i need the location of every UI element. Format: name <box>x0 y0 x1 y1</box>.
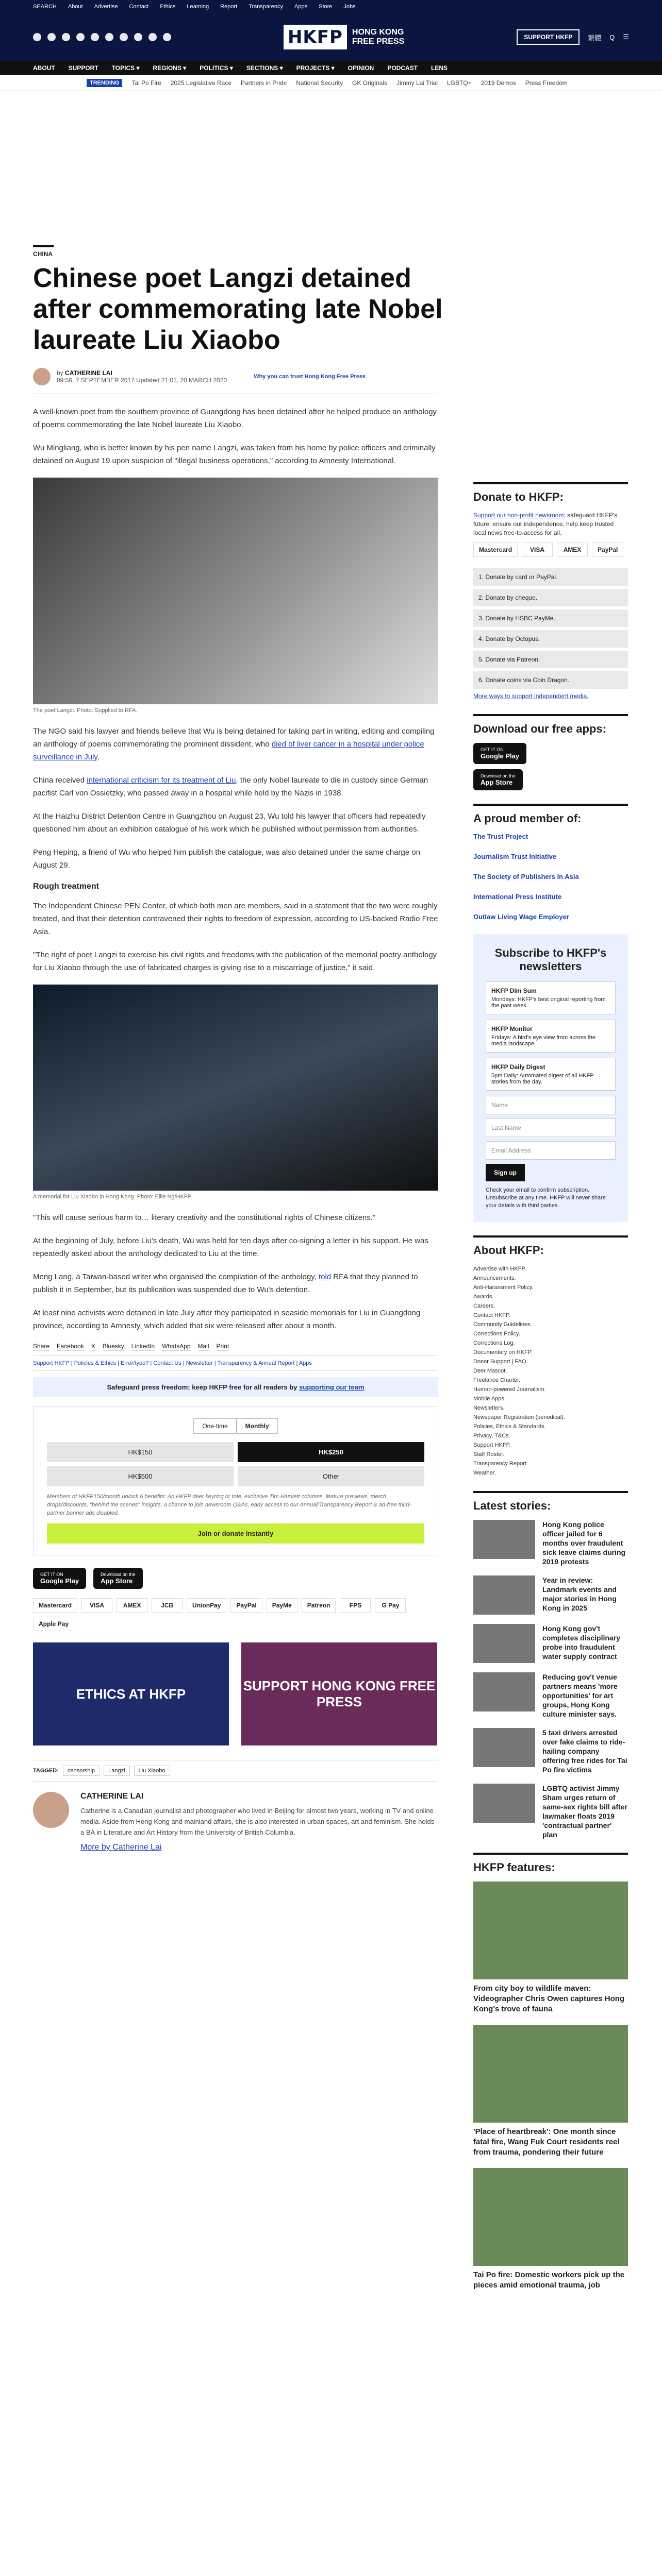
payment-logo: Apple Pay <box>33 1617 74 1631</box>
about-link[interactable]: Advertise with HKFP. <box>473 1266 526 1272</box>
author-bio: Catherine is a Canadian journalist and photographer who lived in Beijing for almost two years, working in TV and online media. Aside from Hong Kong and mainland affairs, she is also interested in urban spaces, art and feminism. She holds a BA in Literature and Art History from the University of British Columbia. <box>80 1807 435 1836</box>
sidebar-payment-logos <box>473 543 628 557</box>
member-logo[interactable]: Journalism Trust Initiative <box>473 853 557 860</box>
more-ways-link[interactable]: More ways to support independent media. <box>473 692 589 700</box>
tag[interactable]: Liu Xiaobo <box>134 1766 170 1776</box>
safeguard-banner <box>33 1377 438 1397</box>
payment-logo: G Pay <box>375 1598 406 1613</box>
article-dates: 09:56, 7 SEPTEMBER 2017 Updated 21:01, 20 MARCH 2020 <box>57 377 227 384</box>
about-link[interactable]: Corrections Log. <box>473 1340 515 1346</box>
nav-item[interactable]: PROJECTS ▾ <box>296 64 335 72</box>
subheading: Rough treatment <box>33 882 99 891</box>
author-avatar <box>33 368 51 385</box>
app-store-badge[interactable] <box>93 1568 143 1589</box>
menu-icon[interactable]: ☰ <box>623 33 629 41</box>
payment-logo: PayPal <box>592 543 623 557</box>
payment-logo: AMEX <box>117 1598 147 1613</box>
story-title[interactable]: Hong Kong gov't completes disciplinary probe into fraudulent water supply contract <box>542 1624 620 1660</box>
story-thumbnail <box>473 1520 535 1559</box>
feature-thumbnail <box>473 2168 628 2266</box>
latest-widget <box>473 1491 628 1839</box>
article-category[interactable]: CHINA <box>33 245 54 258</box>
badge-small: GET IT ON <box>40 1572 63 1577</box>
nav-item[interactable]: SUPPORT <box>68 64 98 72</box>
about-link[interactable]: Staff Roster. <box>473 1451 505 1458</box>
trending-link[interactable]: National Security <box>296 79 343 87</box>
about-link[interactable]: Weather. <box>473 1470 496 1476</box>
story-thumbnail <box>473 1672 535 1711</box>
share-button[interactable]: Share <box>33 1343 50 1350</box>
monthly-option[interactable]: Monthly <box>237 1418 278 1434</box>
text: Meng Lang, a Taiwan-based writer who organised the compilation of the anthology, <box>33 1273 319 1281</box>
latest-story[interactable] <box>473 1784 628 1839</box>
about-link[interactable]: Announcements. <box>473 1275 516 1281</box>
support-banner[interactable]: SUPPORT HONG KONG FREE PRESS <box>241 1642 437 1745</box>
share-button[interactable]: X <box>91 1343 95 1350</box>
promo-banners <box>33 1642 438 1745</box>
support-links[interactable]: Support HKFP | Policies & Ethics | Error/typo? | Contact Us | Newsletter | Transparency & Annual Report | Apps <box>33 1355 438 1371</box>
trending-link[interactable]: 2025 Legislative Race <box>170 79 231 87</box>
utility-link[interactable]: SEARCH <box>33 4 57 10</box>
nav-item[interactable]: ABOUT <box>33 64 55 72</box>
paragraph: At least nine activists were detained in late July after they participated in seaside memorials for Liu in Guangdong province, according to Amnesty, which added that six were released after about a month. <box>33 1309 421 1330</box>
author-photo <box>33 1792 69 1828</box>
x-icon[interactable] <box>47 33 56 41</box>
ethics-banner[interactable]: ETHICS AT HKFP <box>33 1642 229 1745</box>
byline-text <box>57 369 227 384</box>
utility-link[interactable]: Transparency <box>249 4 284 10</box>
share-bar <box>33 1343 438 1350</box>
by-label: by <box>57 369 63 377</box>
about-link[interactable]: Community Guidelines. <box>473 1321 532 1328</box>
donate-widget <box>473 482 628 701</box>
newsletter-widget <box>473 934 628 1222</box>
trending-link[interactable]: Tai Po Fire <box>131 79 161 87</box>
member-logo[interactable]: Outlaw Living Wage Employer <box>473 913 569 921</box>
feature-title[interactable]: Tai Po fire: Domestic workers pick up the pieces amid emotional trauma, job <box>473 2270 625 2290</box>
byline <box>33 368 438 394</box>
paragraph: Peng Heping, a friend of Wu who helped him publish the catalogue, was also detained under the same charge on August 29. <box>33 848 421 870</box>
utility-link[interactable]: Ethics <box>160 4 176 10</box>
paragraph: "This will cause serious harm to… literary creativity and the constitutional rights of Chinese citizens." <box>33 1213 376 1222</box>
sign-up-button[interactable]: Sign up <box>486 1164 525 1181</box>
share-button[interactable]: Print <box>216 1343 229 1350</box>
header-actions <box>517 29 629 45</box>
photo-caption: The poet Langzi. Photo: Supplied to RFA. <box>33 707 138 714</box>
donate-method[interactable]: 1. Donate by card or PayPal. <box>473 568 628 586</box>
about-link[interactable]: Documentary on HKFP. <box>473 1349 533 1355</box>
trending-link[interactable]: GK Originals <box>352 79 388 87</box>
linkedin-icon[interactable] <box>134 33 142 41</box>
text: ; safeguard HKFP's future, ensure our independence, help keep trusted local news free-to-access for all. <box>473 512 618 536</box>
option-title: HKFP Daily Digest <box>491 1063 545 1071</box>
inline-link[interactable]: international criticism for its treatment of Liu <box>87 776 236 785</box>
last-name-input[interactable]: Last Name <box>486 1118 616 1137</box>
utility-link[interactable]: Learning <box>187 4 209 10</box>
member-logos <box>473 833 628 921</box>
about-link[interactable]: Privacy, T&Cs. <box>473 1433 510 1439</box>
nav-item[interactable]: TOPICS ▾ <box>111 64 140 72</box>
app-badges <box>33 1568 438 1589</box>
about-link[interactable]: Mobile Apps. <box>473 1396 506 1402</box>
app-store-badge[interactable] <box>473 769 523 790</box>
share-button[interactable]: Facebook <box>57 1343 84 1350</box>
paragraph: At the beginning of July, before Liu's death, Wu was held for ten days after co-signing a letter in his support. He was repeatedly asked about the anthology dedicated to Liu at the time. <box>33 1236 428 1258</box>
text: RFA that they planned to publish it in September, but its publication was suspended due to Wu's detention. <box>33 1273 418 1294</box>
about-link[interactable]: Careers. <box>473 1303 495 1309</box>
donate-method[interactable]: 2. Donate by cheque. <box>473 589 628 606</box>
search-icon[interactable]: Q <box>609 33 615 41</box>
paragraph: A well-known poet from the southern province of Guangdong has been detained after he helped produce an anthology of poems commemorating the late Nobel laureate Liu Xiaobo. <box>33 408 437 429</box>
about-link[interactable]: Contact HKFP. <box>473 1312 510 1318</box>
widget-title: Donate to HKFP: <box>473 482 628 504</box>
apps-widget <box>473 714 628 790</box>
logo-text <box>352 28 404 46</box>
utility-bar <box>0 0 662 13</box>
newsletter-title: Subscribe to HKFP's newsletters <box>494 946 607 973</box>
paragraph: "The right of poet Langzi to exercise his civil rights and freedoms with the publication of the memorial poetry anthology for Liu Xiaobo through the use of fabricated charges is giving rise to a miscarriage of justice," it said. <box>33 951 437 972</box>
language-switch[interactable]: 繁體 <box>588 33 602 42</box>
story-title[interactable]: Year in review: Landmark events and major stories in Hong Kong in 2025 <box>542 1576 617 1612</box>
paragraph: The Independent Chinese PEN Center, of which both men are members, said in a statement that the two were roughly treated, and that their detention contravened their rights to freedom of expression, according to US-backed Radio Free Asia. <box>33 902 438 936</box>
article <box>33 245 443 1852</box>
about-widget <box>473 1235 628 1478</box>
article-title: Chinese poet Langzi detained after commemorating late Nobel laureate Liu Xiaobo <box>33 263 443 355</box>
feature-story[interactable] <box>473 2025 628 2158</box>
amount-options <box>47 1442 424 1486</box>
author-name[interactable]: CATHERINE LAI <box>80 1792 144 1801</box>
join-button[interactable]: Join or donate instantly <box>47 1523 424 1544</box>
latest-story[interactable] <box>473 1672 628 1719</box>
support-link[interactable]: Support our non-profit newsroom <box>473 512 564 519</box>
about-link[interactable]: Deer Mascot. <box>473 1368 507 1374</box>
text: The NGO said his lawyer and friends believe that Wu is being detained for taking part in writing, editing and compiling an anthology of poems commemorating the prominent dissident, who <box>33 727 435 749</box>
memorial-photo <box>33 985 438 1191</box>
author-link[interactable]: CATHERINE LAI <box>65 369 112 377</box>
latest-story[interactable] <box>473 1624 628 1663</box>
paragraph <box>33 725 438 764</box>
share-button[interactable]: Bluesky <box>102 1343 124 1350</box>
payment-logo: PayMe <box>267 1598 297 1613</box>
nav-item[interactable]: REGIONS ▾ <box>153 64 187 72</box>
about-links <box>473 1264 628 1478</box>
feature-title[interactable]: From city boy to wildlife maven: Videographer Chris Owen captures Hong Kong's trove of fauna <box>473 1984 625 2013</box>
feature-thumbnail <box>473 1882 628 1979</box>
member-logo[interactable]: The Trust Project <box>473 833 528 840</box>
member-widget <box>473 804 628 921</box>
nav-item[interactable]: OPINION <box>347 64 374 72</box>
tag[interactable]: Langzi <box>104 1766 129 1776</box>
trending-label: TRENDING <box>87 79 122 87</box>
option-desc: 5pm Daily: Automated digest of all HKFP stories from the day. <box>491 1073 594 1085</box>
amount-option[interactable]: HK$150 <box>47 1442 234 1462</box>
payment-logo: UnionPay <box>187 1598 226 1613</box>
latest-story[interactable] <box>473 1728 628 1774</box>
sidebar <box>473 482 628 2304</box>
payment-logo: VISA <box>522 543 553 557</box>
option-title: HKFP Monitor <box>491 1025 533 1032</box>
mastodon-icon[interactable] <box>91 33 99 41</box>
about-link[interactable]: Newspaper Registration (periodical). <box>473 1414 565 1420</box>
story-title[interactable]: 5 taxi drivers arrested over fake claims to ride-hailing company offering free rides for Tai Po fire victims <box>542 1728 627 1774</box>
newsletter-option[interactable] <box>486 1020 616 1053</box>
author-box <box>33 1792 438 1852</box>
newsletter-option[interactable] <box>486 981 616 1014</box>
latest-story[interactable] <box>473 1575 628 1615</box>
donate-method[interactable]: 5. Donate via Patreon. <box>473 651 628 668</box>
badge-small: GET IT ON <box>481 747 504 752</box>
nav-item[interactable]: SECTIONS ▾ <box>246 64 283 72</box>
about-link[interactable]: Policies, Ethics & Standards. <box>473 1423 546 1430</box>
badge-label: Google Play <box>40 1577 79 1585</box>
badge-label: App Store <box>101 1577 133 1585</box>
features-widget <box>473 1853 628 2291</box>
whatsapp-icon[interactable] <box>163 33 171 41</box>
option-title: HKFP Dim Sum <box>491 987 537 994</box>
inline-link[interactable]: told <box>318 1273 332 1281</box>
trending-link[interactable]: Partners in Pride <box>240 79 287 87</box>
feature-story[interactable] <box>473 2168 628 2291</box>
latest-stories <box>473 1520 628 1839</box>
google-play-badge[interactable] <box>33 1568 86 1589</box>
donate-text <box>473 511 628 537</box>
threads-icon[interactable] <box>76 33 85 41</box>
widget-title: HKFP features: <box>473 1853 628 1874</box>
site-logo[interactable] <box>284 25 404 49</box>
utility-link[interactable]: Store <box>319 4 333 10</box>
tag[interactable]: censorship <box>63 1766 100 1776</box>
about-link[interactable]: Anti-Harassment Policy. <box>473 1284 534 1291</box>
google-play-badge[interactable] <box>473 743 526 764</box>
latest-story[interactable] <box>473 1520 628 1566</box>
payment-logo: FPS <box>340 1598 371 1613</box>
widget-title: About HKFP: <box>473 1235 628 1257</box>
inline-link[interactable]: died of liver cancer in a hospital under police surveillance in July <box>33 740 424 761</box>
tags <box>33 1760 438 1782</box>
newsletter-note: Check your email to confirm subscription. Unsubscribe at any time. HKFP will never share your details with third parties. <box>486 1187 606 1209</box>
feature-thumbnail <box>473 2025 628 2123</box>
donate-method[interactable]: 3. Donate by HSBC PayMe. <box>473 609 628 627</box>
story-title[interactable]: Reducing gov't venue partners means 'more opportunities' for art groups, Hong Kong culture minister says. <box>542 1673 618 1718</box>
trending-link[interactable]: Jimmy Lai Trial <box>396 79 438 87</box>
about-link[interactable]: Donor Support | FAQ. <box>473 1359 528 1365</box>
support-team-link[interactable]: supporting our team <box>299 1383 365 1391</box>
option-desc: Fridays: A bird's eye view from across the media landscape. <box>491 1035 596 1047</box>
support-hkfp-button[interactable]: SUPPORT HKFP <box>517 29 580 45</box>
payment-logo: Patreon <box>302 1598 336 1613</box>
utility-link[interactable]: Apps <box>294 4 308 10</box>
amount-option[interactable]: HK$500 <box>47 1466 234 1486</box>
photo-caption: A memorial for Liu Xiaobo in Hong Kong. Photo: Ellie Ng/HKFP. <box>33 1194 192 1200</box>
facebook-icon[interactable] <box>33 33 41 41</box>
paragraph <box>33 774 438 800</box>
share-button[interactable]: LinkedIn <box>131 1343 155 1350</box>
member-logo[interactable]: The Society of Publishers in Asia <box>473 873 579 880</box>
logo-line-2: FREE PRESS <box>352 37 405 46</box>
widget-title: Latest stories: <box>473 1491 628 1513</box>
one-time-option[interactable]: One-time <box>193 1418 236 1434</box>
utility-link[interactable]: Jobs <box>343 4 356 10</box>
option-desc: Mondays: HKFP's best original reporting from the past week. <box>491 996 606 1009</box>
amount-option[interactable]: HK$250 <box>238 1442 424 1462</box>
utility-link[interactable]: Advertise <box>94 4 118 10</box>
langzi-photo <box>33 478 438 704</box>
donate-method[interactable]: 6. Donate coins via Coin Dragon. <box>473 671 628 689</box>
trending-bar <box>0 75 662 91</box>
story-title[interactable]: LGBTQ activist Jimmy Sham urges return of same-sex rights bill after lawmaker floats 2019 'contractual partner' plan <box>542 1784 627 1839</box>
name-input[interactable]: Name <box>486 1096 616 1114</box>
story-thumbnail <box>473 1575 535 1615</box>
more-by-author-link[interactable]: More by Catherine Lai <box>80 1843 162 1852</box>
payment-logo: Mastercard <box>473 543 518 557</box>
trending-link[interactable]: 2019 Demos <box>481 79 516 87</box>
social-links <box>33 33 171 41</box>
about-link[interactable]: Transparency Report. <box>473 1461 528 1467</box>
payment-methods <box>33 1598 438 1631</box>
email-input[interactable]: Email Address <box>486 1141 616 1160</box>
tags-label: TAGGED: <box>33 1768 59 1774</box>
payment-logo: JCB <box>152 1598 183 1613</box>
text: Safeguard press freedom; keep HKFP free for all readers by <box>107 1383 300 1391</box>
feature-story[interactable] <box>473 1882 628 2014</box>
nav-item[interactable]: LENS <box>431 64 448 72</box>
about-link[interactable]: Newsletters. <box>473 1405 505 1411</box>
about-link[interactable]: Human-powered Journalism. <box>473 1386 546 1393</box>
utility-link[interactable]: About <box>68 4 83 10</box>
trending-link[interactable]: Press Freedom <box>525 79 568 87</box>
story-thumbnail <box>473 1728 535 1767</box>
about-link[interactable]: Freelance Charter. <box>473 1377 521 1383</box>
about-link[interactable]: Awards. <box>473 1294 494 1300</box>
newsletter-option[interactable] <box>486 1058 616 1091</box>
member-benefits: Members of HKFP150/month unlock 6 benefits: An HKFP deer keyring or tote, exclusive Tim Hamlett columns, feature previews, merch drops/discounts, "behind the scenes" insights, a chance to join newsroom Q&As, early access to our Annual/Transparency Report & ad-free third-partner banner ads disabled. <box>47 1494 411 1516</box>
tiktok-icon[interactable] <box>120 33 128 41</box>
share-button[interactable]: WhatsApp <box>162 1343 191 1350</box>
badge-label: Google Play <box>481 752 520 760</box>
utility-link[interactable]: Contact <box>129 4 149 10</box>
trending-link[interactable]: LGBTQ+ <box>447 79 472 87</box>
newsletter-options <box>486 981 616 1091</box>
about-link[interactable]: Support HKFP. <box>473 1442 511 1448</box>
youtube-icon[interactable] <box>105 33 113 41</box>
payment-logo: VISA <box>81 1598 112 1613</box>
story-thumbnail <box>473 1784 535 1823</box>
payment-logo: Mastercard <box>33 1598 77 1613</box>
paragraph: Wu Mingliang, who is better known by his pen name Langzi, was taken from his home by police officers and criminally detained on August 19 upon suspicion of "illegal business operations," according to Amnesty International. <box>33 444 436 465</box>
payment-logo: AMEX <box>557 543 588 557</box>
donate-method[interactable]: 4. Donate by Octopus. <box>473 630 628 648</box>
story-title[interactable]: Hong Kong police officer jailed for 6 months over fraudulent sick leave claims during 2019 protests <box>542 1520 626 1566</box>
feature-title[interactable]: 'Place of heartbreak': One month since fatal fire, Wang Fuk Court residents reel from trauma, pondering their future <box>473 2127 620 2157</box>
amount-option-other[interactable]: Other <box>238 1466 424 1486</box>
badge-small: Download on the <box>101 1572 136 1577</box>
text: . <box>97 753 100 761</box>
widget-title: A proud member of: <box>473 804 628 825</box>
frequency-toggle <box>47 1418 424 1434</box>
paragraph: At the Haizhu District Detention Centre in Guangzhou on August 23, Wu told his lawyer that officers had repeatedly questioned him about an exhibition catalogue of his work which he published without permission from authorities. <box>33 812 426 834</box>
member-logo[interactable]: International Press Institute <box>473 893 562 901</box>
logo-mark: HKFP <box>284 25 347 49</box>
nav-item[interactable]: PODCAST <box>387 64 418 72</box>
trust-link[interactable]: Why you can trust Hong Kong Free Press <box>254 374 366 380</box>
story-thumbnail <box>473 1624 535 1663</box>
share-button[interactable]: Mail <box>197 1343 209 1350</box>
donation-widget <box>33 1406 438 1555</box>
main-nav <box>0 61 662 75</box>
nav-item[interactable]: POLITICS ▾ <box>200 64 233 72</box>
feature-stories <box>473 1882 628 2291</box>
instagram-icon[interactable] <box>62 33 70 41</box>
logo-line-1: HONG KONG <box>352 28 404 37</box>
telegram-icon[interactable] <box>148 33 157 41</box>
site-header <box>0 13 662 61</box>
utility-link[interactable]: Report <box>220 4 238 10</box>
paragraph <box>33 1270 438 1296</box>
badge-small: Download on the <box>481 773 516 778</box>
text: , the only Nobel laureate to die in custody since German pacifist Carl von Ossietzky, who passed away in a hospital while held by the Nazis in 1938. <box>33 776 428 798</box>
payment-logo: PayPal <box>230 1598 262 1613</box>
text: China received <box>33 776 87 785</box>
widget-title: Download our free apps: <box>473 714 628 736</box>
about-link[interactable]: Corrections Policy. <box>473 1331 520 1337</box>
donate-methods <box>473 568 628 689</box>
badge-label: App Store <box>481 778 513 786</box>
